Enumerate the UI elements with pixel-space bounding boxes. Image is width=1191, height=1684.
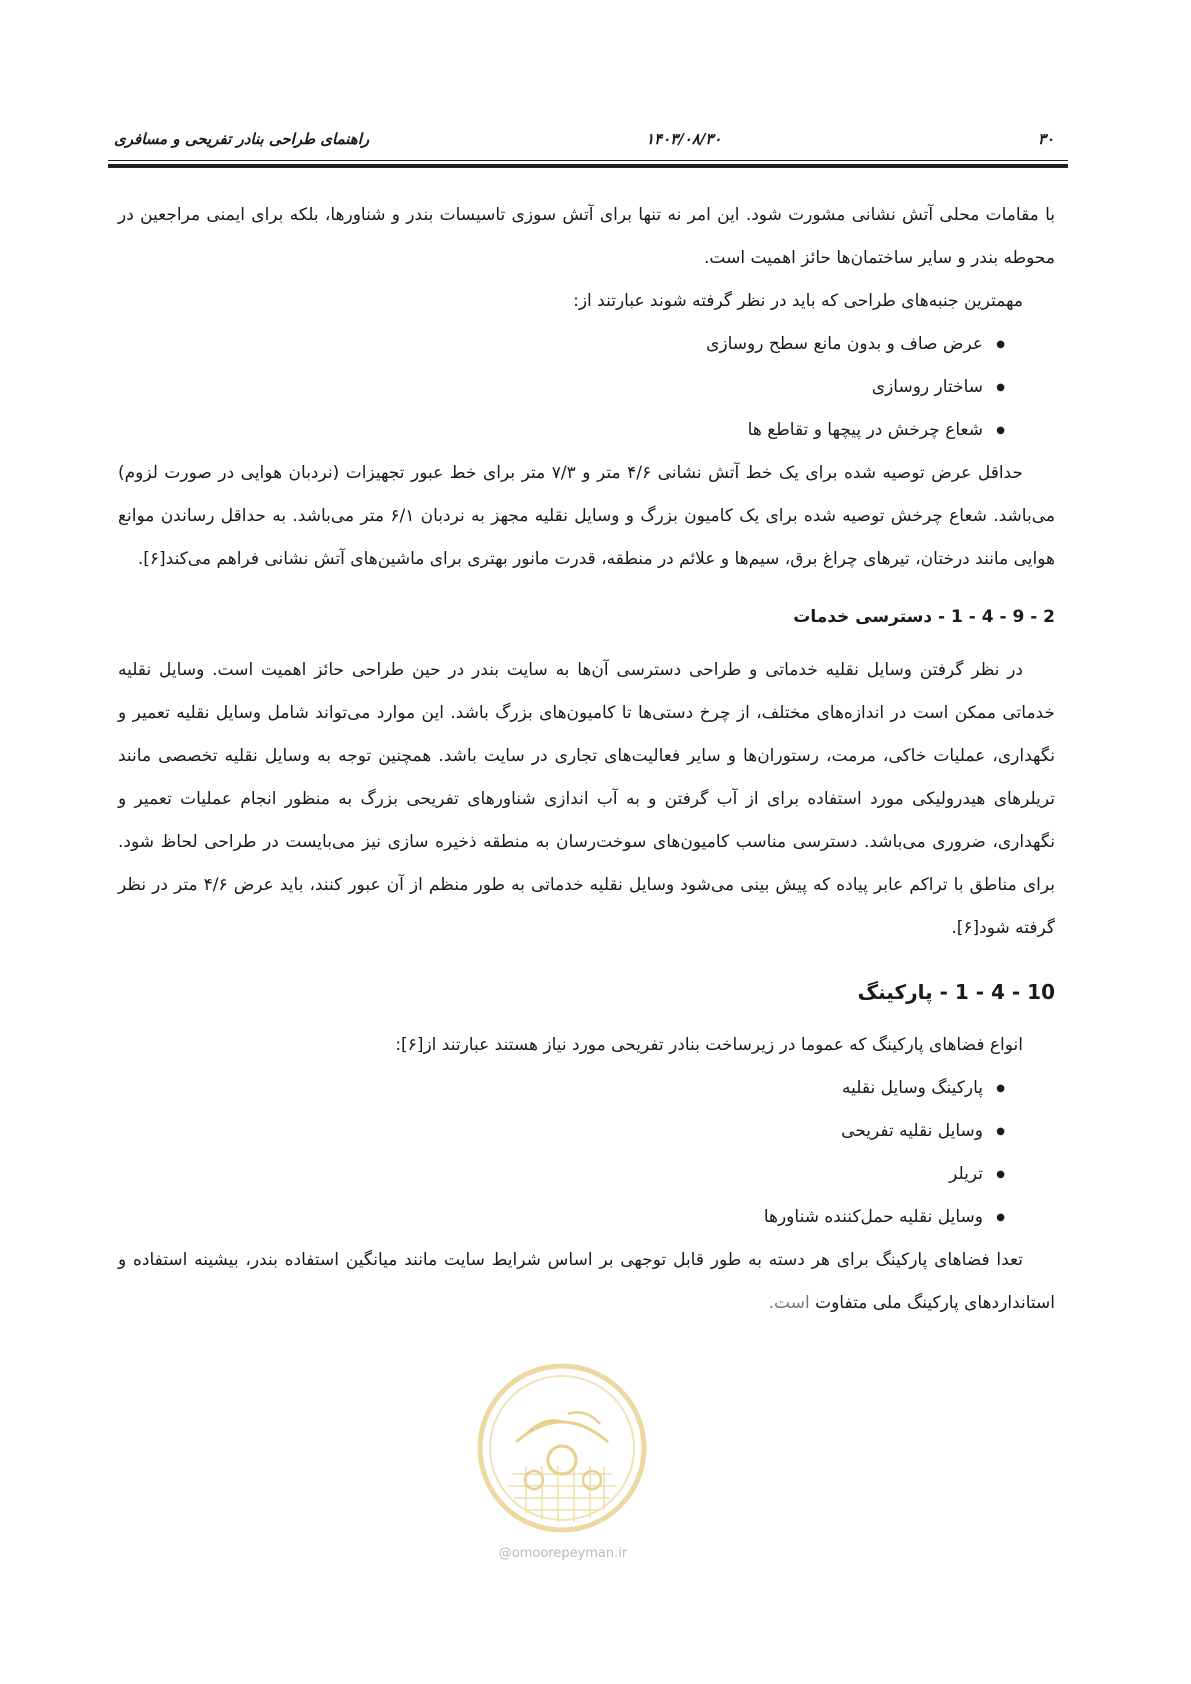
section-heading-parking: 1 - 4 - 10 - پارکینگ [857,980,1055,1004]
header-rule-thin [108,160,1068,161]
list-item: ● شعاع چرخش در پیچها و تقاطع ها [118,409,1005,452]
paragraph-service-vehicles: در نظر گرفتن وسایل نقلیه خدماتی و طراحی دسترسی آن‌ها به سایت بندر در حین طراحی حائز اهمیت است. وسایل نقلیه خدماتی ممکن است در اندازه‌های مختلف، از چرخ دستی‌ها تا کامیون‌های بزرگ باشد. این موارد می‌تواند شامل وسایل نقلیه تعمیر و نگهداری، عملیات خاکی، مرمت، رستوران‌ها و سایر فعالیت‌های تجاری در سایت باشد. همچنین توجه به وسایل نقلیه تخصصی مانند تریلرهای هیدرولیکی مورد استفاده برای از آب گرفتن و به آب اندازی شناورهای تفریحی بزرگ به منظور انجام عملیات تعمیر و نگهداری، ضروری می‌باشد. دسترسی مناسب کامیون‌های سوخت‌رسان به منطقه ذخیره سازی نیز می‌بایست در طراحی لحاظ شود. برای مناطق با تراکم عابر پیاده که پیش بینی می‌شود وسایل نقلیه خدماتی به طور منظم از آن عبور کنند، باید عرض ۴/۶ متر در نظر گرفته شود[۶]. [118,660,1055,938]
list-item: ● ساختار روسازی [118,366,1005,409]
watermark-seal-logo [476,1362,648,1534]
list-item: ● عرض صاف و بدون مانع سطح روسازی [118,323,1005,366]
section-title: دسترسی خدمات [793,607,933,627]
header-rule-thick [108,164,1068,168]
paragraph-fire-consult: با مقامات محلی آتش نشانی مشورت شود. این امر نه تنها برای آتش سوزی تاسیسات بندر و شناورها، بلکه برای ایمنی مراجعین در محوطه بندر و سایر ساختمان‌ها حائز اهمیت است. [118,205,1055,268]
list-item: ● تریلر [118,1153,1005,1196]
bullet-list-fire-access [118,323,1055,452]
header-date: ۱۴۰۳/۰۸/۳۰ [646,130,722,148]
page-number: ۳۰ [1037,130,1054,148]
parking-count-tail: است. [768,1293,816,1313]
paragraph-fire-lane-width: حداقل عرض توصیه شده برای یک خط آتش نشانی ۴/۶ متر و ۷/۳ متر برای خط عبور تجهیزات (نردبان هوایی در صورت لزوم) می‌باشد. شعاع چرخش توصیه شده برای یک کامیون بزرگ و وسایل نقلیه مجهز به نردبان ۶/۱ متر می‌باشد. به حداقل رساندن موانع هوایی مانند درختان، تیرهای چراغ برق، سیم‌ها و علائم در منطقه، قدرت مانور بهتری برای ماشین‌های آتش نشانی فراهم می‌کند[۶]. [118,463,1055,569]
watermark-site: @omoorepeyman.ir [498,1546,628,1561]
bullet-list-parking-types [118,1067,1055,1239]
header-title: راهنمای طراحی بنادر تفریحی و مسافری [114,130,370,148]
list-item: ● وسایل نقلیه حمل‌کننده شناورها [118,1196,1005,1239]
section-number: 1 - 4 - 10 [954,980,1055,1004]
list-item: ● وسایل نقلیه تفریحی [118,1110,1005,1153]
section-heading-service-access: 1 - 4 - 9 - 2 - دسترسی خدمات [793,607,1055,627]
page-body [118,194,1055,1325]
section-number: 1 - 4 - 9 - 2 [951,607,1055,627]
section-title: پارکینگ [857,980,933,1004]
paragraph-parking-types: انواع فضاهای پارکینگ که عموما در زیرساخت بنادر تفریحی مورد نیاز هستند عبارتند از[۶]: [395,1035,1023,1055]
parking-count-text: تعدا فضاهای پارکینگ برای هر دسته به طور قابل توجهی بر اساس شرایط سایت مانند میانگین استفاده بندر، بیشینه استفاده و استانداردهای پارکینگ ملی متفاوت [118,1250,1055,1313]
paragraph-design-aspects: مهمترین جنبه‌های طراحی که باید در نظر گرفته شوند عبارتند از: [573,291,1023,311]
paragraph-parking-count [118,1239,1055,1325]
list-item: ● پارکینگ وسایل نقلیه [118,1067,1005,1110]
running-header [108,120,1068,156]
